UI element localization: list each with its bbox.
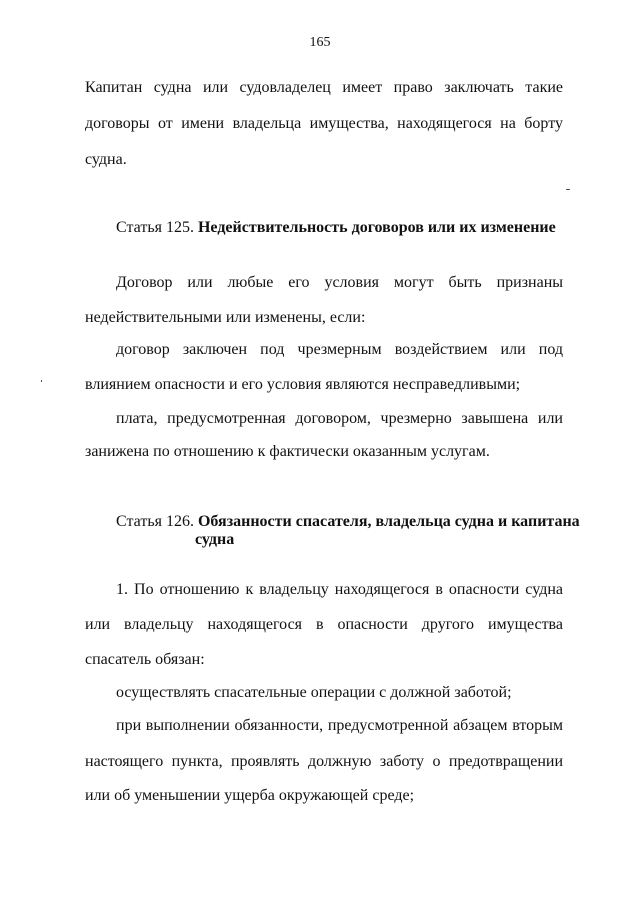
article-125-number: Статья 125. [116,219,194,236]
article-125-p1-line-2: недействительными или изменены, если: [85,309,366,326]
article-126-p1-line-3: спасатель обязан: [85,651,205,668]
article-126-p3-line-1: при выполнении обязанности, предусмотренной абзацем вторым [116,717,563,734]
article-125-heading [116,218,556,238]
article-126-heading [116,512,580,532]
article-126-title-line-1: Обязанности спасателя, владельца судна и капитана [197,513,580,530]
article-126-title-line-2: судна [195,531,235,548]
article-126-p3-line-3: или об уменьшении ущерба окружающей среде; [85,787,415,804]
article-126-p2-line-1: осуществлять спасательные операции с должной заботой; [116,684,512,701]
article-126-p1-line-1: 1. По отношению к владельцу находящегося в опасности судна [116,581,563,598]
article-126-number: Статья 126. [116,513,194,530]
article-125-p2-line-2: влиянием опасности и его условия являются несправедливыми; [85,376,521,393]
article-125-p1-line-1: Договор или любые его условия могут быть признаны [116,274,563,291]
article-125-p3-line-2: занижена по отношению к фактически оказанным услугам. [85,443,490,460]
article-126-p1-line-2: или владельцу находящегося в опасности другого имущества [85,616,563,633]
page-number: 165 [309,35,331,50]
article-125-p3-line-1: плата, предусмотренная договором, чрезмерно завышена или [116,410,563,427]
intro-line-1: Капитан судна или судовладелец имеет право заключать такие [85,79,563,96]
scan-speck [41,380,42,382]
intro-line-3: судна. [85,151,127,168]
scan-speck [566,189,570,190]
article-126-heading-cont [195,530,234,550]
article-125-p2-line-1: договор заключен под чрезмерным воздействием или под [116,341,563,358]
intro-line-2: договоры от имени владельца имущества, находящегося на борту [85,115,563,132]
article-126-p3-line-2: настоящего пункта, проявлять должную заботу о предотвращении [85,753,563,770]
article-125-title: Недействительность договоров или их изменение [197,219,556,236]
